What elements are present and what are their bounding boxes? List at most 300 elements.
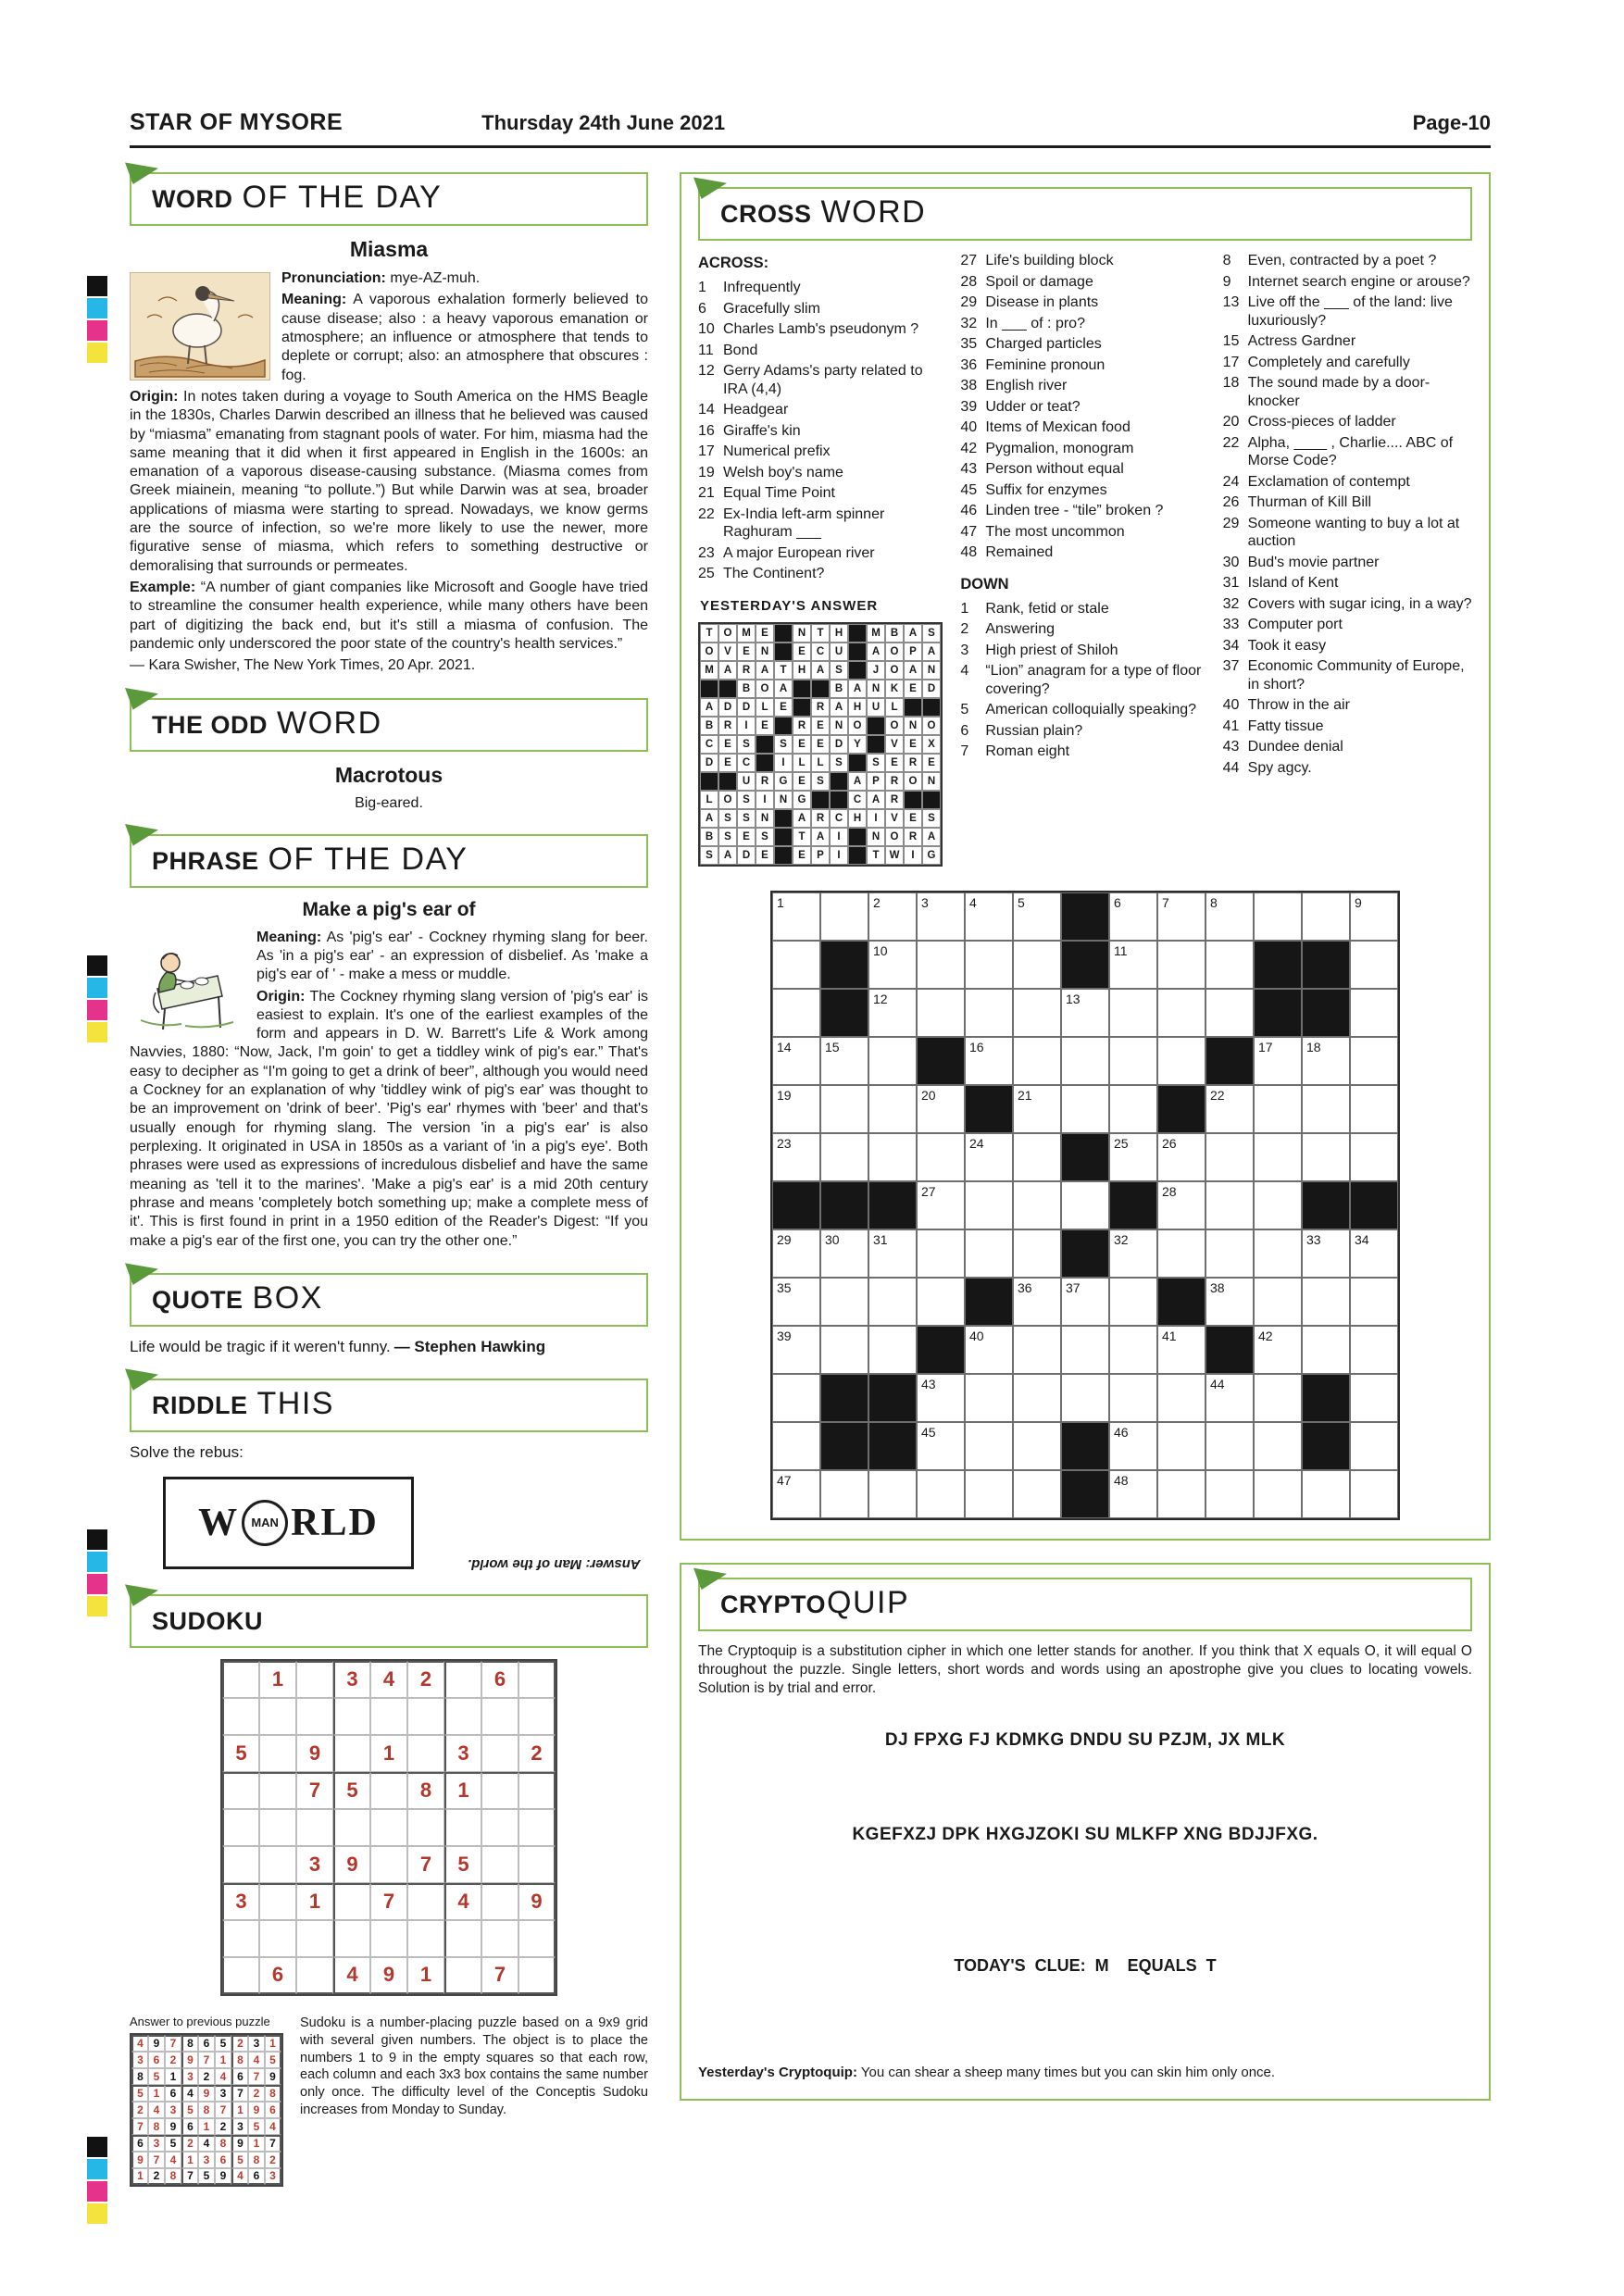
clue-number: 14 bbox=[698, 402, 715, 418]
clue-item bbox=[960, 398, 1209, 417]
sudoku-cell: 2 bbox=[407, 1661, 444, 1698]
clue-item bbox=[1223, 332, 1472, 351]
crossword-cell bbox=[965, 1470, 1013, 1518]
sudoku-cell: 2 bbox=[265, 2152, 281, 2168]
crossword-cell bbox=[1157, 1422, 1206, 1470]
cryptoquip-section bbox=[680, 1563, 1491, 2100]
answer-letter-cell: T bbox=[867, 846, 885, 865]
rebus-inner-word: MAN bbox=[251, 1516, 279, 1530]
answer-letter-cell: E bbox=[737, 643, 756, 661]
sudoku-puzzle-grid bbox=[220, 1659, 557, 1996]
crossword-cell bbox=[965, 1181, 1013, 1229]
sudoku-section bbox=[130, 1594, 648, 2187]
answer-letter-cell: X bbox=[922, 735, 941, 754]
section-title-rest: QUIP bbox=[827, 1585, 910, 1621]
answer-letter-cell: B bbox=[830, 680, 848, 698]
answer-letter-cell: Y bbox=[848, 735, 867, 754]
sudoku-cell: 6 bbox=[481, 1661, 518, 1698]
crossword-black-cell bbox=[1157, 1085, 1206, 1133]
sudoku-cell bbox=[296, 1809, 333, 1846]
cell-number: 12 bbox=[873, 992, 888, 1007]
answer-letter-cell: O bbox=[718, 791, 737, 809]
clue-item bbox=[1223, 374, 1472, 410]
sudoku-cell: 9 bbox=[181, 2052, 198, 2068]
sudoku-cell bbox=[370, 1846, 407, 1883]
answer-black-cell bbox=[756, 735, 774, 754]
answer-letter-cell: N bbox=[756, 809, 774, 828]
crossword-cell bbox=[1206, 1133, 1254, 1181]
cell-number: 11 bbox=[1114, 943, 1128, 959]
crossword-cell bbox=[1302, 1037, 1350, 1085]
section-ribbon-icon bbox=[125, 162, 158, 184]
crossword-cell bbox=[1350, 1037, 1398, 1085]
answer-letter-cell: I bbox=[867, 809, 885, 828]
sudoku-cell: 1 bbox=[444, 1772, 481, 1809]
cell-number: 45 bbox=[921, 1425, 936, 1441]
clue-item bbox=[1223, 493, 1472, 512]
crossword-cell bbox=[1157, 1470, 1206, 1518]
answer-letter-cell: R bbox=[737, 661, 756, 680]
clue-number: 22 bbox=[1222, 434, 1240, 451]
phrase-origin-text: The Cockney rhyming slang version of 'pig's ear' is easiest to explain. It's one of the earliest examples of the form and appears in D. W. Barrett's Life & Work among Navvies, 1880: “Now, Jack, I'm goin' to get a tiddley wink of pig's ear.” That's easy to decipher as “I'm going to get a drink of beer”, although you would need a Cockney for an explanation of why 'tiddley wink of pig's ear' was thought to be an improvement on 'drink of beer'. 'Pig's ear' rhymes with 'beer' and that's usually enough for rhyming slang. The version 'in a pig's ear' is also perplexing. It originated in USA in 1850s as a variant of 'in a pig's eye'. Both phrases were used as expressions of incredulous disbelief and have the same meaning as 'tell it to the marines'. 'Make a pig's ear' is a mid 20th century phrase and means 'completely botch something up; make a complete mess of it'. This is first found in print in a 1950 edition of the Reader's Digest: “If you make a pig's ear of the first one, you can try the other one.” bbox=[130, 988, 649, 1249]
clue-item bbox=[698, 422, 947, 441]
answer-letter-cell: J bbox=[867, 661, 885, 680]
clue-text: Cross-pieces of ladder bbox=[1247, 414, 1396, 430]
crossword-cell bbox=[772, 1278, 820, 1326]
phrase-origin-label: Origin: bbox=[256, 988, 306, 1004]
crossword-cell bbox=[1157, 989, 1206, 1037]
sudoku-cell: 5 bbox=[131, 2085, 148, 2102]
clue-number: 29 bbox=[1222, 515, 1240, 531]
crossword-black-cell bbox=[1061, 1470, 1109, 1518]
sudoku-cell: 3 bbox=[198, 2152, 215, 2168]
reg-black-swatch bbox=[87, 2137, 107, 2157]
clue-text: Roman eight bbox=[985, 743, 1070, 760]
clue-item bbox=[960, 481, 1209, 500]
answer-letter-cell: L bbox=[811, 754, 830, 772]
pronunciation-label: Pronunciation: bbox=[281, 270, 386, 286]
answer-black-cell bbox=[718, 772, 737, 791]
publication-name: STAR OF MYSORE bbox=[130, 109, 344, 135]
crossword-black-cell bbox=[1302, 1374, 1350, 1422]
sudoku-cell bbox=[407, 1698, 444, 1735]
odd-word: Macrotous bbox=[334, 762, 443, 787]
clue-text: Gerry Adams's party related to IRA (4,4) bbox=[723, 363, 923, 397]
answer-letter-cell: S bbox=[830, 661, 848, 680]
sudoku-cell: 5 bbox=[215, 2035, 231, 2052]
crossword-cell bbox=[1206, 1470, 1254, 1518]
crossword-cell bbox=[917, 989, 965, 1037]
sudoku-cell: 9 bbox=[198, 2085, 215, 2102]
cell-number: 27 bbox=[921, 1184, 936, 1200]
sudoku-cell bbox=[259, 1883, 296, 1920]
cell-number: 29 bbox=[777, 1232, 792, 1248]
clue-item bbox=[698, 565, 947, 583]
clue-text: Throw in the air bbox=[1247, 697, 1350, 714]
answer-letter-cell: A bbox=[700, 809, 718, 828]
phrase-of-the-day-section bbox=[130, 834, 648, 1251]
crossword-cell bbox=[1302, 1085, 1350, 1133]
crossword-cell bbox=[917, 1470, 965, 1518]
sudoku-cell: 4 bbox=[370, 1661, 407, 1698]
sudoku-cell bbox=[370, 1698, 407, 1735]
crossword-cell bbox=[868, 892, 917, 941]
sudoku-cell bbox=[222, 1809, 259, 1846]
clue-item bbox=[1223, 637, 1472, 655]
sudoku-cell: 6 bbox=[198, 2035, 215, 2052]
answer-letter-cell: S bbox=[737, 809, 756, 828]
clue-item bbox=[960, 742, 1209, 761]
section-ribbon-icon bbox=[125, 824, 158, 846]
clue-text: Spy agcy. bbox=[1247, 759, 1312, 776]
crossword-black-cell bbox=[1302, 1422, 1350, 1470]
sudoku-cell: 5 bbox=[444, 1846, 481, 1883]
clue-item bbox=[1223, 434, 1472, 470]
crossword-cell bbox=[772, 1085, 820, 1133]
crossword-cell bbox=[1109, 1229, 1157, 1278]
clue-text: Remained bbox=[985, 544, 1054, 561]
crossword-cell bbox=[1013, 1133, 1061, 1181]
section-title-rest: THIS bbox=[256, 1385, 334, 1421]
answer-letter-cell: C bbox=[811, 643, 830, 661]
reg-cyan-swatch bbox=[87, 2159, 107, 2179]
section-ribbon-icon bbox=[125, 688, 158, 710]
answer-letter-cell: O bbox=[885, 828, 904, 846]
crossword-cell bbox=[868, 1278, 917, 1326]
answer-black-cell bbox=[756, 754, 774, 772]
sudoku-cell: 1 bbox=[198, 2118, 215, 2135]
crossword-cell bbox=[1157, 1133, 1206, 1181]
sudoku-cell: 4 bbox=[215, 2068, 231, 2085]
clue-text: Covers with sugar icing, in a way? bbox=[1247, 595, 1472, 612]
clue-number: 7 bbox=[960, 743, 969, 760]
crossword-cell bbox=[1013, 1278, 1061, 1326]
answer-letter-cell: I bbox=[756, 791, 774, 809]
clue-text: The sound made by a door-knocker bbox=[1247, 375, 1430, 409]
odd-word-section bbox=[130, 698, 648, 812]
crossword-black-cell bbox=[1206, 1326, 1254, 1374]
quote-box-section bbox=[130, 1273, 648, 1356]
sudoku-cell bbox=[259, 1735, 296, 1772]
sudoku-cell: 2 bbox=[165, 2052, 181, 2068]
answer-letter-cell: D bbox=[830, 735, 848, 754]
sudoku-cell: 2 bbox=[131, 2102, 148, 2118]
sudoku-cell: 5 bbox=[165, 2135, 181, 2152]
sudoku-cell: 7 bbox=[215, 2102, 231, 2118]
clue-number: 38 bbox=[960, 378, 978, 394]
sudoku-cell: 1 bbox=[248, 2135, 265, 2152]
crossword-cell bbox=[772, 1470, 820, 1518]
answer-letter-cell: I bbox=[904, 846, 922, 865]
crossword-cell bbox=[820, 1470, 868, 1518]
answer-letter-cell: R bbox=[756, 772, 774, 791]
crossword-black-cell bbox=[820, 941, 868, 989]
sudoku-cell: 6 bbox=[231, 2068, 248, 2085]
clue-item bbox=[1223, 413, 1472, 431]
riddle-section bbox=[130, 1379, 648, 1572]
crossword-cell bbox=[1206, 892, 1254, 941]
answer-black-cell bbox=[774, 643, 793, 661]
clue-item bbox=[960, 356, 1209, 375]
sudoku-cell bbox=[259, 1846, 296, 1883]
clue-item bbox=[698, 320, 947, 339]
crossword-cell bbox=[1061, 989, 1109, 1037]
crossword-cell bbox=[917, 892, 965, 941]
phrase-meaning-text: As 'pig's ear' - Cockney rhyming slang for beer. As 'in a pig's ear' - an expression of disbelief. As 'make a pig's ear of ' - make a mess or muddle. bbox=[256, 929, 649, 983]
answer-letter-cell: A bbox=[922, 643, 941, 661]
answer-letter-cell: V bbox=[718, 643, 737, 661]
answer-letter-cell: S bbox=[718, 809, 737, 828]
sudoku-cell bbox=[481, 1883, 518, 1920]
answer-letter-cell: L bbox=[756, 698, 774, 717]
crossword-cell bbox=[1350, 1085, 1398, 1133]
clue-text: Items of Mexican food bbox=[985, 419, 1131, 436]
answer-letter-cell: A bbox=[922, 828, 941, 846]
sudoku-cell: 9 bbox=[518, 1883, 556, 1920]
clue-text: Economic Community of Europe, in short? bbox=[1247, 658, 1465, 693]
crossword-cell bbox=[1157, 941, 1206, 989]
sudoku-cell bbox=[333, 1920, 370, 1957]
clue-text: Live off the ___ of the land: live luxuriously? bbox=[1247, 294, 1453, 329]
registration-marks-icon bbox=[87, 276, 107, 365]
sudoku-cell: 7 bbox=[296, 1772, 333, 1809]
crossword-cell bbox=[1157, 892, 1206, 941]
answer-letter-cell: M bbox=[867, 624, 885, 643]
reg-yellow-swatch bbox=[87, 1022, 107, 1042]
cell-number: 34 bbox=[1355, 1232, 1369, 1248]
answer-letter-cell: S bbox=[922, 809, 941, 828]
clue-text: Numerical prefix bbox=[723, 443, 831, 460]
crossword-black-cell bbox=[868, 1422, 917, 1470]
answer-letter-cell: E bbox=[904, 735, 922, 754]
answer-letter-cell: S bbox=[737, 791, 756, 809]
crossword-cell bbox=[917, 941, 965, 989]
answer-letter-cell: U bbox=[867, 698, 885, 717]
answer-letter-cell: C bbox=[700, 735, 718, 754]
answer-letter-cell: R bbox=[904, 754, 922, 772]
sudoku-cell: 6 bbox=[131, 2135, 148, 2152]
answer-letter-cell: E bbox=[811, 735, 830, 754]
sudoku-cell: 7 bbox=[181, 2168, 198, 2185]
clue-text: Charles Lamb's pseudonym ? bbox=[723, 321, 919, 338]
sudoku-cell: 9 bbox=[265, 2068, 281, 2085]
cell-number: 6 bbox=[1114, 895, 1121, 911]
answer-black-cell bbox=[848, 661, 867, 680]
cell-number: 23 bbox=[777, 1136, 792, 1152]
crossword-cell bbox=[1350, 941, 1398, 989]
sudoku-cell bbox=[370, 1809, 407, 1846]
clue-number: 37 bbox=[1222, 658, 1240, 675]
crossword-cell bbox=[772, 1374, 820, 1422]
answer-letter-cell: D bbox=[737, 846, 756, 865]
cell-number: 16 bbox=[969, 1040, 984, 1055]
crossword-cell bbox=[965, 941, 1013, 989]
sudoku-cell: 7 bbox=[148, 2152, 165, 2168]
answer-letter-cell: E bbox=[793, 735, 811, 754]
right-column bbox=[680, 172, 1491, 2209]
answer-black-cell bbox=[867, 735, 885, 754]
sudoku-cell: 9 bbox=[165, 2118, 181, 2135]
sudoku-cell: 9 bbox=[131, 2152, 148, 2168]
sudoku-cell: 1 bbox=[370, 1735, 407, 1772]
clue-number: 19 bbox=[698, 464, 715, 480]
cell-number: 18 bbox=[1306, 1040, 1321, 1055]
sudoku-cell: 6 bbox=[259, 1957, 296, 1994]
featured-word: Miasma bbox=[349, 237, 429, 261]
sudoku-cell bbox=[444, 1661, 481, 1698]
sudoku-cell bbox=[296, 1698, 333, 1735]
crossword-cell bbox=[917, 1133, 965, 1181]
clue-item bbox=[1223, 759, 1472, 778]
sudoku-cell bbox=[222, 1772, 259, 1809]
crossword-cell bbox=[965, 989, 1013, 1037]
crossword-cell bbox=[820, 1085, 868, 1133]
section-title-bold: SUDOKU bbox=[152, 1606, 264, 1635]
crossword-cell bbox=[1109, 1470, 1157, 1518]
registration-marks-icon bbox=[87, 2137, 107, 2226]
cell-number: 15 bbox=[825, 1040, 840, 1055]
clue-item bbox=[698, 279, 947, 297]
yesterday-answer-label: YESTERDAY'S ANSWER bbox=[700, 597, 879, 614]
cell-number: 21 bbox=[1018, 1088, 1032, 1104]
sudoku-cell bbox=[518, 1846, 556, 1883]
sudoku-cell: 3 bbox=[165, 2102, 181, 2118]
answer-letter-cell: N bbox=[867, 828, 885, 846]
crossword-black-cell bbox=[1061, 1422, 1109, 1470]
answer-letter-cell: H bbox=[848, 809, 867, 828]
cell-number: 37 bbox=[1066, 1280, 1081, 1296]
crossword-clues bbox=[698, 252, 1472, 867]
clue-text: Equal Time Point bbox=[723, 485, 835, 502]
section-header bbox=[698, 187, 1472, 241]
rebus-o-icon bbox=[242, 1500, 288, 1546]
crossword-cell bbox=[868, 941, 917, 989]
answer-black-cell bbox=[793, 680, 811, 698]
cell-number: 10 bbox=[873, 943, 888, 959]
clue-text: Took it easy bbox=[1247, 637, 1327, 654]
down-clues-1 bbox=[960, 600, 1209, 761]
clue-number: 45 bbox=[960, 481, 978, 498]
clue-item bbox=[960, 377, 1209, 395]
sudoku-cell: 3 bbox=[181, 2068, 198, 2085]
crossword-cell bbox=[1013, 1374, 1061, 1422]
crossword-black-cell bbox=[820, 1181, 868, 1229]
sudoku-cell: 4 bbox=[444, 1883, 481, 1920]
clue-text: Ex-India left-arm spinner Raghuram ___ bbox=[723, 505, 885, 541]
clue-item bbox=[1223, 616, 1472, 634]
clue-number: 42 bbox=[960, 440, 978, 456]
across-clues-1 bbox=[698, 279, 947, 583]
yesterday-cryptoquip bbox=[698, 2065, 1472, 2080]
clue-number: 41 bbox=[1222, 718, 1240, 734]
sudoku-cell bbox=[518, 1809, 556, 1846]
crossword-cell bbox=[1013, 1326, 1061, 1374]
clue-number: 9 bbox=[1222, 273, 1231, 290]
clue-text: Pygmalion, monogram bbox=[985, 440, 1134, 456]
answer-letter-cell: B bbox=[700, 717, 718, 735]
crossword-cell bbox=[965, 892, 1013, 941]
crossword-cell bbox=[820, 1278, 868, 1326]
clue-text: Suffix for enzymes bbox=[985, 481, 1107, 498]
clue-text: Even, contracted by a poet ? bbox=[1247, 253, 1437, 268]
sudoku-cell: 5 bbox=[222, 1735, 259, 1772]
crossword-cell bbox=[1109, 892, 1157, 941]
yesterday-cryptoquip-text: You can shear a sheep many times but you can skin him only once. bbox=[860, 2064, 1276, 2080]
crossword-cell bbox=[772, 941, 820, 989]
clue-text: Headgear bbox=[723, 402, 789, 418]
answer-black-cell bbox=[848, 828, 867, 846]
crossword-cell bbox=[1254, 1422, 1302, 1470]
sudoku-cell: 3 bbox=[131, 2052, 148, 2068]
clue-text: Exclamation of contempt bbox=[1247, 473, 1410, 490]
answer-letter-cell: N bbox=[793, 624, 811, 643]
answer-black-cell bbox=[830, 772, 848, 791]
clue-item bbox=[1223, 657, 1472, 693]
crossword-cell bbox=[1109, 1422, 1157, 1470]
answer-black-cell bbox=[922, 791, 941, 809]
crossword-cell bbox=[772, 1133, 820, 1181]
crossword-cell bbox=[1302, 1470, 1350, 1518]
clue-item bbox=[960, 315, 1209, 333]
clue-item bbox=[698, 464, 947, 482]
crossword-cell bbox=[1206, 1278, 1254, 1326]
answer-black-cell bbox=[811, 680, 830, 698]
cell-number: 13 bbox=[1066, 992, 1081, 1007]
sudoku-cell bbox=[444, 1920, 481, 1957]
answer-letter-cell: L bbox=[885, 698, 904, 717]
crossword-black-cell bbox=[1061, 1229, 1109, 1278]
clue-number: 48 bbox=[960, 544, 978, 561]
crossword-cell bbox=[1350, 1422, 1398, 1470]
crossword-cell bbox=[1350, 892, 1398, 941]
crossword-cell bbox=[965, 1422, 1013, 1470]
sudoku-cell: 4 bbox=[148, 2102, 165, 2118]
clue-number: 36 bbox=[960, 356, 978, 373]
answer-letter-cell: S bbox=[718, 828, 737, 846]
crossword-cell bbox=[1206, 1422, 1254, 1470]
clue-item bbox=[1223, 473, 1472, 492]
crossword-black-cell bbox=[868, 1181, 917, 1229]
cell-number: 25 bbox=[1114, 1136, 1129, 1152]
quote-line bbox=[130, 1338, 648, 1356]
clue-item bbox=[1223, 515, 1472, 551]
crossword-cell bbox=[1013, 1229, 1061, 1278]
origin-label: Origin: bbox=[130, 388, 179, 405]
crossword-cell bbox=[1254, 1181, 1302, 1229]
clue-number: 31 bbox=[1222, 575, 1240, 592]
clue-item bbox=[1223, 554, 1472, 572]
section-header bbox=[130, 1594, 648, 1648]
sudoku-cell: 9 bbox=[296, 1735, 333, 1772]
reg-black-swatch bbox=[87, 276, 107, 296]
clue-text: In ___ of : pro? bbox=[985, 315, 1085, 331]
section-header bbox=[130, 172, 648, 226]
answer-letter-cell: V bbox=[885, 809, 904, 828]
clue-number: 12 bbox=[698, 363, 715, 380]
crossword-cell bbox=[1109, 941, 1157, 989]
clue-number: 6 bbox=[698, 300, 706, 317]
crossword-cell bbox=[917, 1374, 965, 1422]
clue-item bbox=[960, 722, 1209, 741]
clue-text: Bud's movie partner bbox=[1247, 554, 1380, 570]
answer-letter-cell: O bbox=[718, 624, 737, 643]
crossword-cell bbox=[1254, 1470, 1302, 1518]
answer-letter-cell: E bbox=[793, 846, 811, 865]
clue-number: 44 bbox=[1222, 759, 1240, 776]
clue-text: Disease in plants bbox=[985, 294, 1099, 311]
crossword-cell bbox=[1013, 1181, 1061, 1229]
sudoku-cell bbox=[481, 1846, 518, 1883]
